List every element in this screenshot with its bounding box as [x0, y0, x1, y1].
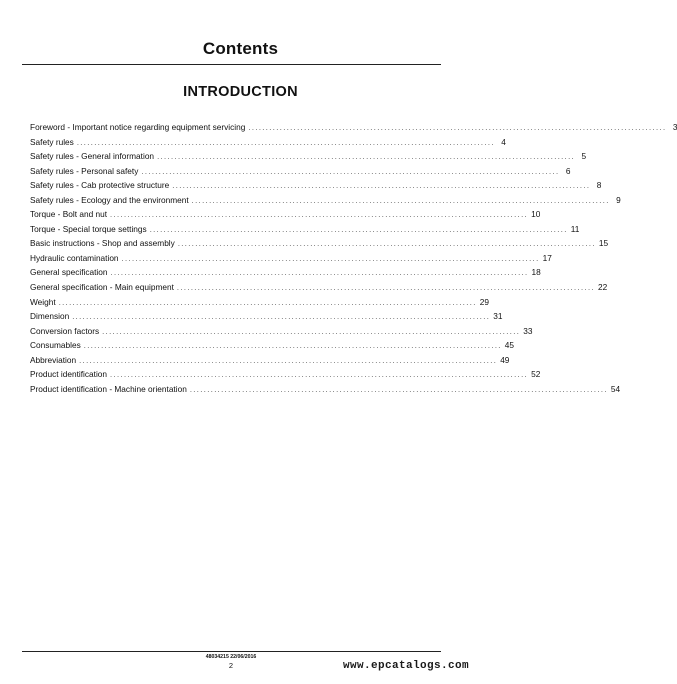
- toc-entry-page: 18: [531, 267, 541, 278]
- toc-entry[interactable]: [30, 367, 541, 382]
- toc-entry-page: 6: [565, 165, 571, 176]
- toc-entry-title: Product identification: [30, 369, 108, 380]
- toc-leader-dots: ........................................................................................................................: [102, 326, 521, 336]
- toc-entry[interactable]: [30, 382, 621, 397]
- toc-entry[interactable]: [30, 353, 510, 368]
- toc-entry[interactable]: [30, 120, 677, 135]
- toc-entry[interactable]: [30, 309, 503, 324]
- toc-leader-dots: ........................................................................................................................: [149, 224, 568, 234]
- toc-entry-title: General specification - Main equipment: [30, 282, 174, 293]
- toc-entry-title: Safety rules: [30, 136, 74, 147]
- toc-entry-page: 3: [672, 122, 677, 132]
- toc-entry-page: 22: [597, 282, 608, 293]
- toc-entry[interactable]: [30, 178, 602, 193]
- toc-entry-page: 31: [493, 311, 503, 322]
- toc-entry[interactable]: [30, 236, 609, 251]
- toc-entry-page: 11: [570, 223, 580, 234]
- toc-entry-title: Dimension: [30, 311, 70, 322]
- toc-entry-page: 5: [581, 151, 587, 162]
- toc-entry[interactable]: [30, 135, 506, 150]
- toc-entry-page: 54: [610, 383, 621, 394]
- footer-document-reference: 48034215 22/06/2016: [205, 654, 257, 660]
- toc-entry-title: Safety rules - Cab protective structure: [30, 180, 170, 191]
- toc-leader-dots: ........................................................................................................................: [189, 384, 608, 394]
- toc-leader-dots: ........................................................................................................................: [76, 137, 495, 147]
- toc-entry-page: 17: [542, 252, 552, 263]
- toc-entry-title: Foreword - Important notice regarding equipment servicing: [30, 122, 246, 132]
- toc-leader-dots: ........................................................................................................................: [248, 123, 667, 132]
- toc-entry-page: 15: [598, 238, 609, 249]
- toc-leader-dots: ........................................................................................................................: [191, 195, 610, 205]
- toc-entry[interactable]: [30, 280, 608, 295]
- toc-entry-page: 49: [500, 354, 510, 365]
- toc-entry[interactable]: [30, 295, 489, 310]
- toc-entry-page: 29: [479, 296, 489, 307]
- toc-leader-dots: ........................................................................................................................: [157, 152, 576, 162]
- toc-leader-dots: ........................................................................................................................: [172, 181, 591, 191]
- toc-entry-title: Safety rules - General information: [30, 151, 155, 162]
- toc-entry-title: General specification: [30, 267, 108, 278]
- toc-entry[interactable]: [30, 164, 571, 179]
- toc-leader-dots: ........................................................................................................................: [177, 239, 596, 249]
- toc-entry-title: Torque - Special torque settings: [30, 223, 147, 234]
- toc-leader-dots: ........................................................................................................................: [141, 166, 560, 176]
- header-rule: [22, 64, 441, 65]
- section-title: INTRODUCTION: [183, 84, 298, 100]
- toc-entry[interactable]: [30, 193, 621, 208]
- toc-entry[interactable]: [30, 324, 533, 339]
- toc-entry-page: 8: [596, 180, 602, 191]
- toc-leader-dots: ........................................................................................................................: [72, 312, 491, 322]
- toc-entry-page: 10: [531, 209, 541, 220]
- toc-entry-title: Torque - Bolt and nut: [30, 209, 108, 220]
- toc-entry-title: Safety rules - Personal safety: [30, 165, 139, 176]
- toc-leader-dots: ........................................................................................................................: [58, 297, 477, 307]
- toc-entry[interactable]: [30, 338, 515, 353]
- watermark: www.epcatalogs.com: [342, 660, 469, 672]
- toc-leader-dots: ........................................................................................................................: [83, 341, 502, 351]
- toc-entry-page: 33: [523, 325, 533, 336]
- toc-entry[interactable]: [30, 207, 541, 222]
- toc-entry[interactable]: [30, 251, 552, 266]
- toc-entry-title: Consumables: [30, 340, 81, 351]
- toc-leader-dots: ........................................................................................................................: [110, 210, 529, 220]
- toc-entry-title: Weight: [30, 296, 56, 307]
- toc-entry[interactable]: [30, 265, 541, 280]
- toc-entry[interactable]: [30, 149, 587, 164]
- toc-entry-page: 4: [501, 136, 506, 147]
- toc-entry-title: Product identification - Machine orientation: [30, 383, 187, 394]
- toc-entry-title: Basic instructions - Shop and assembly: [30, 238, 175, 249]
- toc-leader-dots: ........................................................................................................................: [110, 370, 529, 380]
- toc-entry-title: Safety rules - Ecology and the environment: [30, 194, 189, 205]
- toc-entry-title: Abbreviation: [30, 354, 77, 365]
- toc-leader-dots: ........................................................................................................................: [121, 253, 540, 263]
- toc-entry[interactable]: [30, 222, 580, 237]
- toc-entry-title: Hydraulic contamination: [30, 252, 119, 263]
- toc-leader-dots: ........................................................................................................................: [110, 268, 529, 278]
- page-heading: Contents: [202, 39, 279, 58]
- toc-entry-page: 52: [531, 369, 541, 380]
- table-of-contents: [30, 120, 677, 396]
- footer-rule: [22, 651, 441, 652]
- toc-leader-dots: ........................................................................................................................: [176, 283, 595, 293]
- toc-leader-dots: ........................................................................................................................: [79, 355, 498, 365]
- toc-entry-page: 9: [616, 194, 621, 205]
- toc-entry-title: Conversion factors: [30, 325, 100, 336]
- footer-page-number: 2: [228, 661, 234, 670]
- toc-entry-page: 45: [504, 340, 515, 351]
